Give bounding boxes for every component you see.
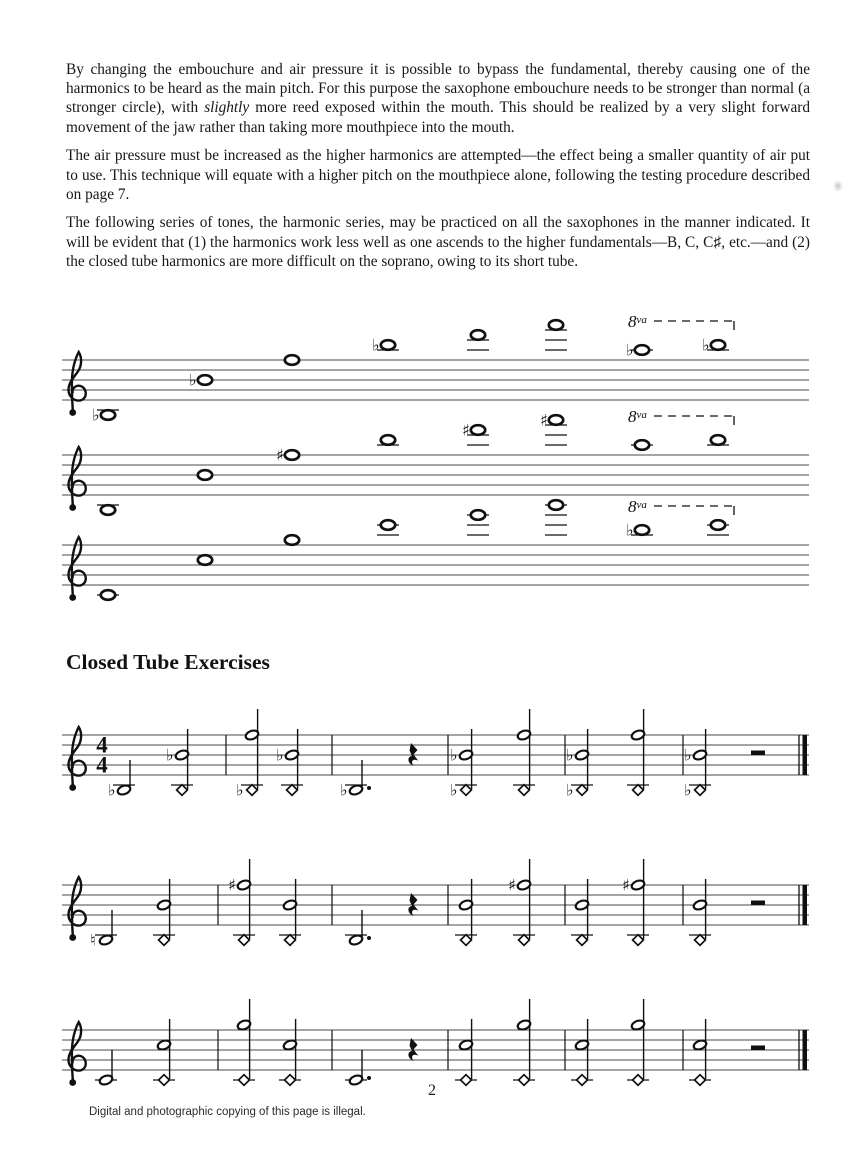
svg-text:4: 4 bbox=[96, 732, 108, 758]
whole-note bbox=[285, 535, 299, 545]
whole-note bbox=[707, 435, 729, 445]
paragraph-text: more reed exposed within the mouth. This should be realized by a very slight forward movement of the jaw rather than taking more mouthpiece into the mouth. bbox=[66, 99, 810, 136]
harmonic-chord bbox=[236, 709, 263, 800]
whole-note bbox=[707, 520, 729, 535]
harmonic-chord bbox=[689, 1019, 711, 1085]
sharp-accidental: ♯ bbox=[228, 875, 236, 895]
harmonic-chord bbox=[566, 729, 593, 800]
ottava-bracket bbox=[628, 312, 734, 331]
whole-note bbox=[92, 406, 119, 425]
harmonic-chord bbox=[513, 709, 535, 795]
half-note bbox=[340, 760, 371, 800]
whole-note bbox=[377, 520, 399, 535]
harmonic-series-c bbox=[62, 497, 809, 601]
harmonic-chord bbox=[627, 999, 649, 1085]
flat-accidental: ♭ bbox=[340, 780, 348, 800]
harmonic-chord bbox=[571, 1019, 593, 1085]
treble-clef-icon bbox=[69, 727, 86, 791]
whole-note bbox=[545, 320, 567, 350]
time-signature bbox=[96, 733, 108, 778]
whole-note bbox=[626, 341, 653, 360]
half-rest bbox=[751, 1046, 765, 1051]
flat-accidental: ♭ bbox=[276, 745, 284, 765]
flat-accidental: ♭ bbox=[626, 340, 634, 360]
harmonic-chord bbox=[450, 729, 477, 800]
closed-tube-exercise-2 bbox=[62, 859, 809, 950]
flat-accidental: ♭ bbox=[372, 335, 380, 355]
paragraph-text-italic: slightly bbox=[204, 99, 250, 117]
harmonic-chord bbox=[622, 859, 649, 945]
harmonic-chord bbox=[627, 709, 649, 795]
harmonic-chord bbox=[279, 1019, 301, 1085]
harmonic-series-b bbox=[62, 407, 809, 515]
half-note bbox=[108, 760, 135, 800]
whole-note bbox=[702, 336, 729, 355]
treble-clef-icon bbox=[69, 877, 86, 941]
flat-accidental: ♭ bbox=[450, 780, 458, 800]
harmonic-chord bbox=[455, 879, 477, 945]
treble-clef-icon bbox=[69, 352, 86, 416]
svg-text:4: 4 bbox=[96, 752, 108, 778]
harmonic-chord bbox=[689, 879, 711, 945]
half-rest bbox=[751, 751, 765, 756]
treble-clef-icon bbox=[69, 1022, 86, 1086]
harmonic-chord bbox=[455, 1019, 477, 1085]
sharp-accidental: ♯ bbox=[540, 410, 548, 430]
ottava-bracket bbox=[628, 407, 734, 426]
whole-note bbox=[467, 330, 489, 350]
whole-note bbox=[545, 500, 567, 535]
flat-accidental: ♭ bbox=[108, 780, 116, 800]
flat-accidental: ♭ bbox=[566, 745, 574, 765]
copyright-notice: Digital and photographic copying of this page is illegal. bbox=[89, 1106, 366, 1118]
sharp-accidental: ♯ bbox=[462, 420, 470, 440]
whole-note bbox=[372, 336, 399, 355]
closed-tube-exercise-3 bbox=[62, 999, 809, 1086]
scan-smudge bbox=[833, 180, 843, 192]
paragraph-air-pressure: The air pressure must be increased as the higher harmonics are attempted—the effect being a smaller quantity of air put to use. This technique will equate with a higher pitch on the mouthpiece alone, following the testing procedure described on page 7. bbox=[66, 147, 810, 203]
flat-accidental: ♭ bbox=[189, 370, 197, 390]
svg-text:8va: $8^{va}$ bbox=[628, 497, 647, 516]
sharp-accidental: ♯ bbox=[508, 875, 516, 895]
harmonic-chord bbox=[684, 729, 711, 800]
flat-accidental: ♭ bbox=[450, 745, 458, 765]
half-note bbox=[345, 1050, 371, 1086]
sharp-accidental: ♯ bbox=[622, 875, 630, 895]
flat-accidental: ♭ bbox=[626, 520, 634, 540]
svg-text:8va: $8^{va}$ bbox=[628, 407, 647, 426]
whole-note bbox=[631, 440, 653, 450]
harmonic-chord bbox=[276, 729, 303, 795]
harmonic-chord bbox=[166, 729, 193, 795]
harmonic-chord bbox=[279, 879, 301, 945]
harmonic-chord bbox=[233, 999, 255, 1085]
section-heading: Closed Tube Exercises bbox=[66, 650, 270, 674]
paragraph-harmonic-series: The following series of tones, the harmonic series, may be practiced on all the saxophones in the manner indicated. It will be evident that (1) the harmonics work less well as one ascends to the higher fundamentals—B, C, C♯, etc.—and (2) the closed tube harmonics are more difficult on the soprano, owing to its short tube. bbox=[66, 214, 810, 270]
natural-accidental: ♮ bbox=[90, 930, 96, 950]
whole-note bbox=[276, 446, 299, 465]
harmonic-series-b-flat bbox=[62, 312, 809, 425]
whole-note bbox=[97, 590, 119, 600]
whole-note bbox=[97, 505, 119, 515]
whole-note bbox=[198, 555, 212, 565]
harmonic-chord bbox=[153, 1019, 175, 1085]
flat-accidental: ♭ bbox=[566, 780, 574, 800]
flat-accidental: ♭ bbox=[92, 405, 100, 425]
half-rest bbox=[751, 901, 765, 906]
closed-tube-exercise-1 bbox=[62, 709, 809, 800]
flat-accidental: ♭ bbox=[684, 780, 692, 800]
whole-note bbox=[540, 411, 567, 446]
treble-clef-icon bbox=[69, 537, 86, 601]
harmonic-chord bbox=[228, 859, 255, 945]
svg-text:8va: $8^{va}$ bbox=[628, 312, 647, 331]
ottava-bracket bbox=[628, 497, 734, 516]
whole-note bbox=[198, 470, 212, 480]
flat-accidental: ♭ bbox=[684, 745, 692, 765]
paragraph-text: By changing the embouchure and air pressure it is possible to bypass the fundamental, thereby causing one of the harmonics to be heard as the main pitch. For this purpose the saxophone embouchure needs to be stronger than normal (a stronger circle), with bbox=[66, 61, 810, 117]
flat-accidental: ♭ bbox=[702, 335, 710, 355]
flat-accidental: ♭ bbox=[166, 745, 174, 765]
whole-note bbox=[189, 371, 212, 390]
sharp-accidental: ♯ bbox=[276, 445, 284, 465]
harmonic-chord bbox=[508, 859, 535, 945]
whole-note bbox=[462, 421, 489, 446]
harmonic-chord bbox=[513, 999, 535, 1085]
whole-note bbox=[467, 510, 489, 535]
harmonic-chord bbox=[153, 879, 175, 945]
whole-note bbox=[285, 355, 299, 365]
half-note bbox=[95, 1050, 117, 1086]
page-number: 2 bbox=[428, 1082, 436, 1099]
treble-clef-icon bbox=[69, 447, 86, 511]
flat-accidental: ♭ bbox=[236, 780, 244, 800]
whole-note bbox=[626, 521, 653, 540]
whole-note bbox=[377, 435, 399, 445]
half-note bbox=[90, 910, 117, 950]
harmonic-chord bbox=[571, 879, 593, 945]
